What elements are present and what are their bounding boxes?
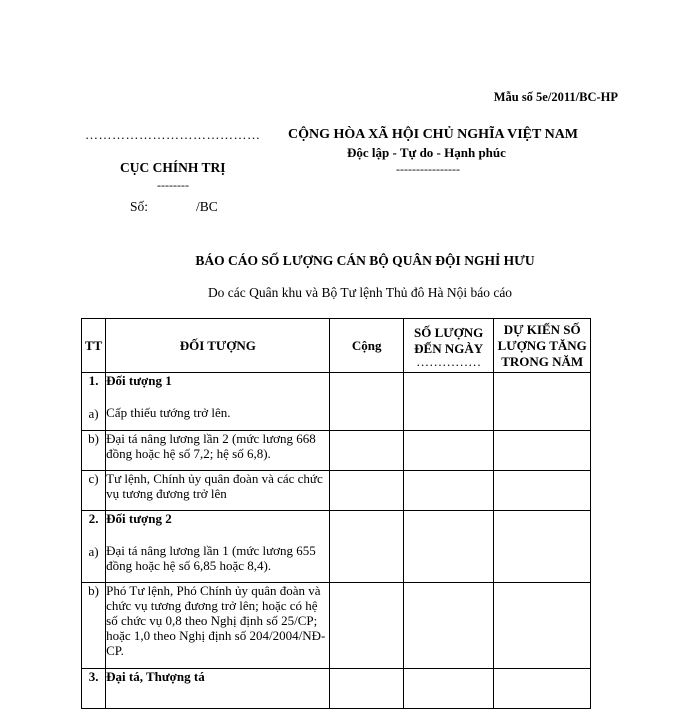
document-number-suffix: /BC (196, 199, 218, 214)
header-planned-increase (494, 319, 591, 373)
cell-plan[interactable] (494, 471, 591, 511)
table-row (82, 583, 591, 669)
cell-current[interactable] (403, 373, 494, 431)
sub-item-text: Cấp thiếu tướng trở lên. (106, 405, 231, 420)
org-divider: -------- (157, 178, 189, 192)
cell-current[interactable] (403, 583, 494, 669)
cell-sum[interactable] (330, 583, 403, 669)
nation-name: CỘNG HÒA XÃ HỘI CHỦ NGHĨA VIỆT NAM (288, 127, 579, 142)
table-row (82, 471, 591, 511)
document-number-label: Số: (130, 199, 149, 214)
row-object: Đại tá, Thượng tá (106, 669, 330, 709)
row-object: Tư lệnh, Chính ủy quân đoàn và các chức vụ tương đương trở lên (106, 471, 330, 511)
header-current-count (403, 319, 494, 373)
header-current-line3: …………… (416, 353, 482, 369)
cell-plan[interactable] (494, 373, 591, 431)
cell-current[interactable] (403, 669, 494, 709)
header-plan-line1: DỰ KIẾN SỐ (503, 321, 581, 337)
cell-sum[interactable] (330, 373, 403, 431)
report-subtitle: Do các Quân khu và Bộ Tư lệnh Thủ đô Hà Nội báo cáo (207, 285, 513, 300)
row-object (106, 373, 330, 431)
cell-current[interactable] (403, 471, 494, 511)
row-tt (82, 511, 106, 583)
sub-item-number: a) (88, 406, 99, 421)
org-dots: ………………………………… (85, 127, 261, 142)
section-number: 2. (88, 511, 99, 526)
cell-plan[interactable] (494, 511, 591, 583)
report-table (81, 318, 591, 709)
section-title: Đối tượng 1 (106, 373, 172, 388)
header-current-line2: ĐẾN NGÀY (414, 340, 484, 356)
cell-current[interactable] (403, 431, 494, 471)
motto-divider: ---------------- (396, 162, 460, 176)
row-object: Phó Tư lệnh, Phó Chính ủy quân đoàn và chức vụ tương đương trở lên; hoặc có hệ số chức vụ 0,8 theo Nghị định số 25/CP; hoặc 1,0 theo Nghị định số 204/2004/NĐ-CP. (106, 583, 330, 669)
table-row (82, 511, 591, 583)
cell-sum[interactable] (330, 669, 403, 709)
row-tt: b) (82, 431, 106, 471)
header-current-line1: SỐ LƯỢNG (414, 324, 484, 340)
header-object: ĐỐI TƯỢNG (106, 319, 330, 373)
cell-current[interactable] (403, 511, 494, 583)
cell-sum[interactable] (330, 511, 403, 583)
sub-item-text: Đại tá nâng lương lần 1 (mức lương 655 đồng hoặc hệ số 6,85 hoặc 8,4). (106, 543, 316, 573)
table-row (82, 431, 591, 471)
section-number: 1. (88, 373, 99, 388)
table-header-row (82, 319, 591, 373)
header-plan-line2: LƯỢNG TĂNG (497, 337, 587, 353)
table-row (82, 373, 591, 431)
form-code: Mẫu số 5e/2011/BC-HP (493, 90, 618, 104)
cell-plan[interactable] (494, 583, 591, 669)
org-name: CỤC CHÍNH TRỊ (120, 160, 226, 175)
cell-plan[interactable] (494, 669, 591, 709)
table-row (82, 669, 591, 709)
cell-sum[interactable] (330, 471, 403, 511)
cell-sum[interactable] (330, 431, 403, 471)
motto: Độc lập - Tự do - Hạnh phúc (347, 145, 506, 160)
row-tt (82, 373, 106, 431)
section-title: Đối tượng 2 (106, 511, 172, 526)
header-tt: TT (82, 319, 106, 373)
row-object (106, 511, 330, 583)
row-tt: c) (82, 471, 106, 511)
report-title: BÁO CÁO SỐ LƯỢNG CÁN BỘ QUÂN ĐỘI NGHỈ HƯU (195, 253, 535, 268)
header-plan-line3: TRONG NĂM (501, 353, 584, 369)
cell-plan[interactable] (494, 431, 591, 471)
row-object: Đại tá nâng lương lần 2 (mức lương 668 đồng hoặc hệ số 7,2; hệ số 6,8). (106, 431, 330, 471)
sub-item-number: a) (88, 544, 99, 559)
row-tt: 3. (82, 669, 106, 709)
header-sum: Cộng (330, 319, 403, 373)
row-tt: b) (82, 583, 106, 669)
